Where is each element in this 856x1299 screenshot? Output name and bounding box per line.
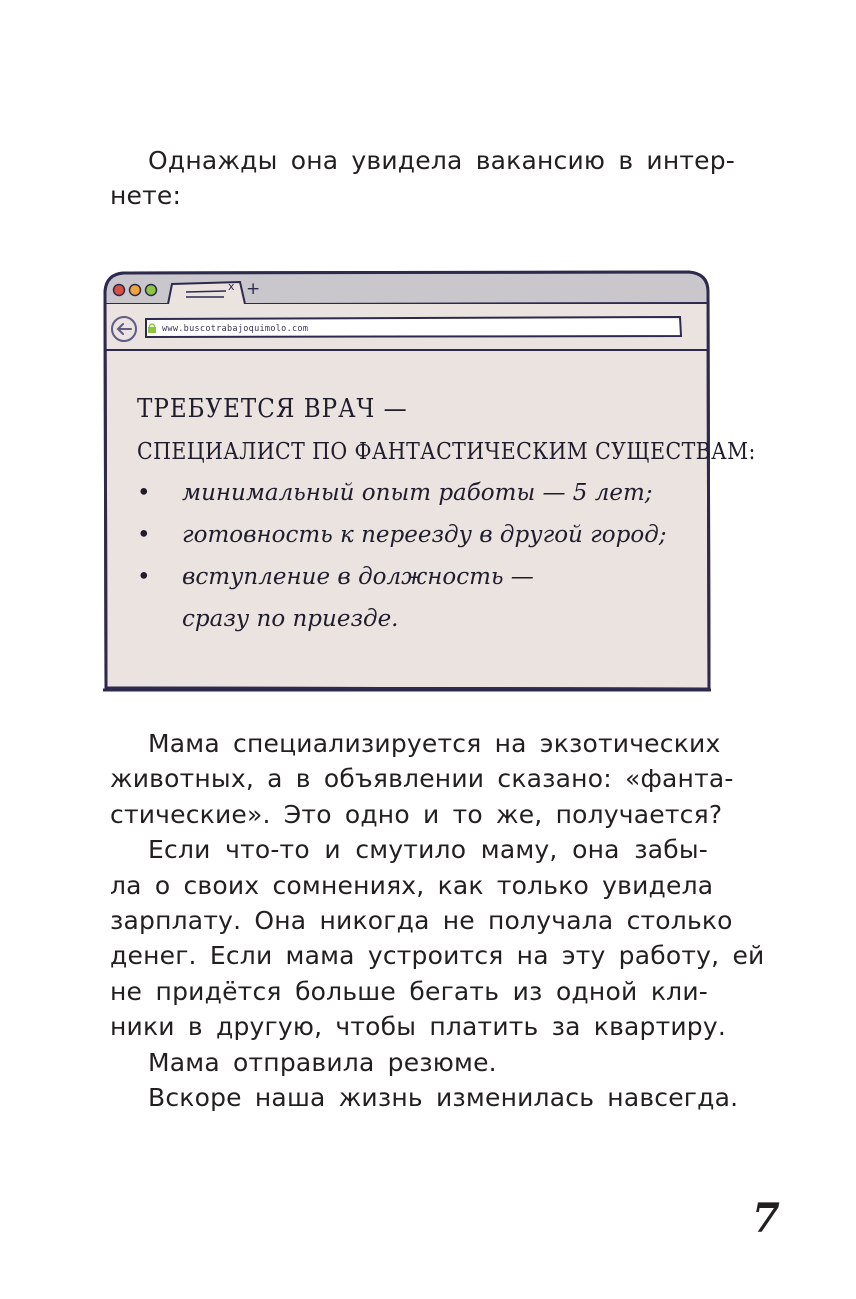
intro-line: Однажды она увидела вакансию в интер- [148, 146, 736, 175]
back-arrow-icon[interactable] [109, 314, 139, 344]
body-line: Вскоре наша жизнь изменилась навсегда. [148, 1082, 739, 1112]
body-line: ла о своих сомнениях, как только увидела [110, 870, 714, 900]
new-tab-icon[interactable]: + [246, 279, 261, 299]
browser-window-illustration [100, 270, 756, 693]
job-posting [137, 388, 756, 640]
intro-paragraph [110, 143, 736, 214]
list-item [137, 514, 697, 556]
bullet-icon: • [137, 564, 151, 590]
posting-heading: ТРЕБУЕТСЯ ВРАЧ — [137, 394, 408, 424]
body-line: животных, а в объявлении сказано: «фанта- [110, 764, 734, 794]
list-item-text: минимальный опыт работы — 5 лет; [182, 480, 653, 506]
list-item [137, 472, 697, 514]
list-item [137, 556, 697, 598]
intro-line: нете: [110, 181, 182, 211]
body-paragraphs [110, 726, 765, 1115]
list-item-text: вступление в должность — [182, 564, 534, 590]
list-item-text: готовность к переезду в другой город; [182, 522, 667, 548]
posting-heading: СПЕЦИАЛИСТ ПО ФАНТАСТИЧЕСКИМ СУЩЕСТВАМ: [137, 437, 756, 465]
list-item-continuation [137, 598, 697, 640]
body-line: Если что-то и смутило маму, она забы- [148, 835, 708, 865]
body-line: зарплату. Она никогда не получала столько [110, 905, 733, 935]
body-line: ники в другую, чтобы платить за квартиру. [110, 1012, 727, 1042]
body-line: стические». Это одно и то же, получается? [110, 799, 723, 829]
body-line: не придётся больше бегать из одной кли- [110, 976, 708, 1006]
window-controls [112, 282, 162, 298]
body-line: Мама отправила резюме. [148, 1047, 497, 1077]
body-line: денег. Если мама устроится на эту работу, ей [110, 941, 765, 971]
body-line: Мама специализируется на экзотических [148, 729, 721, 758]
maximize-dot-icon [146, 285, 157, 296]
page-number: 7 [752, 1195, 780, 1242]
list-item-text: сразу по приезде. [182, 606, 399, 632]
bullet-icon: • [137, 480, 151, 506]
tab-close-icon[interactable]: x [228, 280, 235, 293]
minimize-dot-icon [130, 285, 141, 296]
bullet-icon: • [137, 522, 151, 548]
lock-icon [146, 322, 158, 334]
address-bar-url[interactable]: www.buscotrabajoquimolo.com [162, 324, 309, 334]
close-dot-icon [114, 285, 125, 296]
